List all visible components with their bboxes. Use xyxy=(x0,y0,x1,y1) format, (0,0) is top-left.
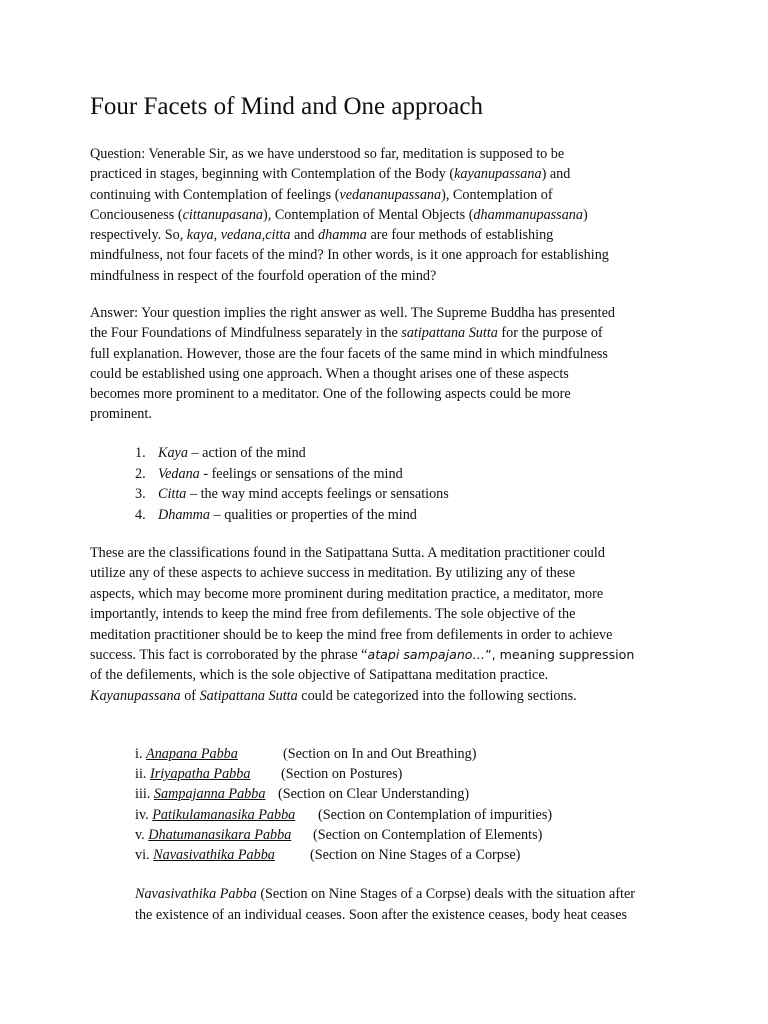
page-title: Four Facets of Mind and One approach xyxy=(90,93,483,120)
question-paragraph xyxy=(90,144,690,286)
paragraph-line: the existence of an individual ceases. Soon after the existence ceases, body heat ceases xyxy=(135,907,628,923)
paragraph-line: of the defilements, which is the sole objective of Satipattana meditation practice. xyxy=(90,667,549,684)
answer-line: becomes more prominent to a meditator. One of the following aspects could be more xyxy=(90,386,571,403)
section-item: iv. Patikulamanasika Pabba (Section on Contemplation of impurities) xyxy=(135,806,553,823)
paragraph-line: importantly, intends to keep the mind free from defilements. The sole objective of the xyxy=(90,606,576,623)
question-line: practiced in stages, beginning with Contemplation of the Body (kayanupassana) and xyxy=(90,166,571,183)
list-item: 2. Vedana - feelings or sensations of the mind xyxy=(135,465,403,482)
answer-paragraph xyxy=(90,303,690,425)
question-line: continuing with Contemplation of feelings (vedananupassana), Contemplation of xyxy=(90,186,553,203)
paragraph-line: aspects, which may become more prominent during meditation practice, a meditator, more xyxy=(90,585,604,602)
question-line: mindfulness, not four facets of the mind? In other words, is it one approach for establishing xyxy=(90,247,609,264)
sections-list xyxy=(135,744,553,865)
question-line: respectively. So, kaya, vedana,citta and dhamma are four methods of establishing xyxy=(90,227,554,244)
aspects-list xyxy=(135,443,449,525)
list-item: 1. Kaya – action of the mind xyxy=(135,445,306,461)
section-item: vi. Navasivathika Pabba (Section on Nine Stages of a Corpse) xyxy=(135,846,521,863)
paragraph-line: utilize any of these aspects to achieve success in meditation. By utilizing any of these xyxy=(90,565,575,582)
answer-line: the Four Foundations of Mindfulness separately in the satipattana Sutta for the purpose of xyxy=(90,325,603,342)
final-paragraph xyxy=(135,884,635,926)
question-line: mindfulness in respect of the fourfold operation of the mind? xyxy=(90,267,437,284)
question-line: Conciouseness (cittanupasana), Contemplation of Mental Objects (dhammanupassana) xyxy=(90,206,588,223)
answer-line: prominent. xyxy=(90,406,152,423)
answer-line: could be established using one approach. When a thought arises one of these aspects xyxy=(90,365,569,382)
paragraph-line: These are the classifications found in the Satipattana Sutta. A meditation practitioner could xyxy=(90,545,605,561)
answer-line: full explanation. However, those are the four facets of the same mind in which mindfulness xyxy=(90,345,608,362)
answer-line: Answer: Your question implies the right answer as well. The Supreme Buddha has presented xyxy=(90,305,615,321)
list-item: 3. Citta – the way mind accepts feelings or sensations xyxy=(135,486,449,502)
classifications-paragraph xyxy=(90,543,690,706)
paragraph-line: success. This fact is corroborated by the phrase “atapi sampajano…”, meaning suppression xyxy=(90,647,635,664)
paragraph-line: Kayanupassana of Satipattana Sutta could be categorized into the following sections. xyxy=(90,687,577,704)
question-line: Question: Venerable Sir, as we have understood so far, meditation is supposed to be xyxy=(90,146,565,162)
section-item: iii. Sampajanna Pabba (Section on Clear Understanding) xyxy=(135,786,470,803)
section-item: v. Dhatumanasikara Pabba (Section on Contemplation of Elements) xyxy=(135,826,543,843)
section-item: ii. Iriyapatha Pabba (Section on Postures) xyxy=(135,766,403,783)
paragraph-line: meditation practitioner should be to keep the mind free from defilements in order to achieve xyxy=(90,626,613,643)
section-item: i. Anapana Pabba (Section on In and Out Breathing) xyxy=(135,746,477,762)
list-item: 4. Dhamma – qualities or properties of the mind xyxy=(135,506,417,523)
paragraph-line: Navasivathika Pabba (Section on Nine Stages of a Corpse) deals with the situation after xyxy=(135,886,636,902)
